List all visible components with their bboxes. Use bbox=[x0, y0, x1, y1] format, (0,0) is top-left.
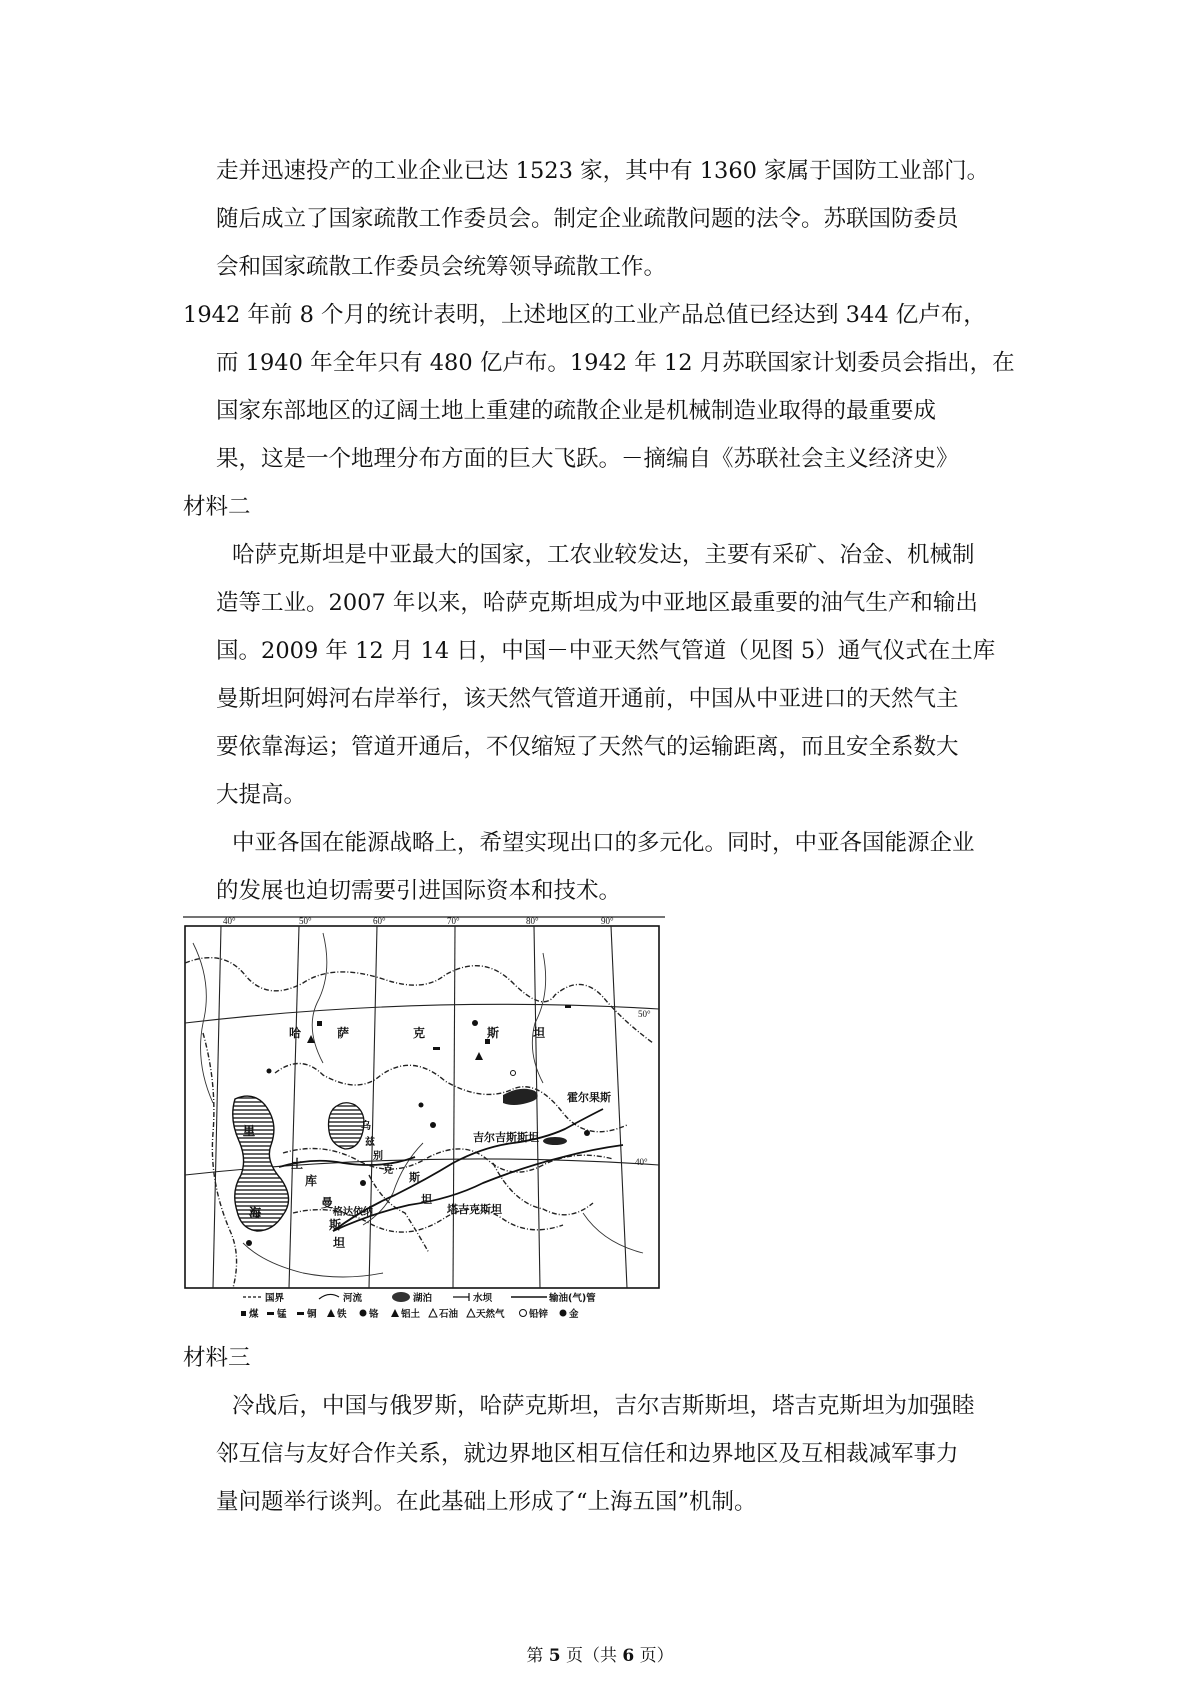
gold-symbol bbox=[419, 1103, 424, 1108]
legend-gold: 金 bbox=[569, 1309, 579, 1320]
text-line: 中亚各国在能源战略上，希望实现出口的多元化。同时，中亚各国能源企业 bbox=[232, 830, 975, 856]
gold-symbol bbox=[267, 1069, 272, 1074]
legend-river: 河流 bbox=[343, 1293, 363, 1304]
longitude-label: 50° bbox=[299, 916, 312, 926]
footer-middle: 页（共 bbox=[560, 1646, 623, 1666]
legend-oil: 石油 bbox=[439, 1309, 459, 1320]
text-line: 而 1940 年全年只有 480 亿卢布。1942 年 12 月苏联国家计划委员会指出，在 bbox=[216, 350, 1015, 376]
map-label-kazakhstan: 萨 bbox=[337, 1026, 350, 1040]
footer-suffix: 页） bbox=[634, 1646, 674, 1666]
map-label-uzbekistan: 兹 bbox=[365, 1137, 375, 1148]
map-label-turkmenistan: 库 bbox=[305, 1174, 318, 1188]
longitude-label: 60° bbox=[373, 916, 386, 926]
text-line: 大提高。 bbox=[216, 782, 307, 808]
section-heading: 材料三 bbox=[183, 1345, 251, 1371]
text-line: 冷战后，中国与俄罗斯，哈萨克斯坦，吉尔吉斯斯坦，塔吉克斯坦为加强睦 bbox=[232, 1393, 975, 1419]
longitude-label: 80° bbox=[526, 916, 539, 926]
manganese-symbol bbox=[433, 1047, 440, 1050]
footer-total-pages: 6 bbox=[622, 1646, 635, 1666]
lake-issyk-kul bbox=[543, 1137, 567, 1145]
latitude-label: 50° bbox=[638, 1009, 651, 1019]
text-line: 国。2009 年 12 月 14 日，中国－中亚天然气管道（见图 5）通气仪式在土库 bbox=[216, 638, 996, 664]
text-line: 的发展也迫切需要引进国际资本和技术。 bbox=[216, 878, 622, 904]
map-label-caspian: 海 bbox=[249, 1206, 262, 1220]
text-line: 走并迅速投产的工业企业已达 1523 家，其中有 1360 家属于国防工业部门。 bbox=[216, 158, 990, 184]
text-line: 哈萨克斯坦是中亚最大的国家，工农业较发达，主要有采矿、冶金、机械制 bbox=[232, 542, 975, 568]
longitude-label: 90° bbox=[601, 916, 614, 926]
legend-copper: 铜 bbox=[307, 1309, 317, 1320]
gold-symbol bbox=[360, 1180, 366, 1186]
text-line: 要依靠海运；管道开通后，不仅缩短了天然气的运输距离，而且安全系数大 bbox=[216, 734, 959, 760]
map-label-ashgabat: 格达依纳 bbox=[333, 1207, 373, 1218]
central-asia-pipeline-map bbox=[183, 913, 665, 1323]
legend-pipeline: 输油(气)管 bbox=[549, 1293, 596, 1304]
map-label-kazakhstan: 克 bbox=[413, 1026, 426, 1040]
map-label-uzbekistan: 克 bbox=[383, 1165, 393, 1176]
text-line: 造等工业。2007 年以来，哈萨克斯坦成为中亚地区最重要的油气生产和输出 bbox=[216, 590, 978, 616]
coal-symbol bbox=[317, 1021, 322, 1026]
text-line: 1942 年前 8 个月的统计表明，上述地区的工业产品总值已经达到 344 亿卢布， bbox=[183, 302, 986, 328]
latitude-label: 40° bbox=[635, 1157, 648, 1167]
map-label-khorgos: 霍尔果斯 bbox=[567, 1091, 611, 1104]
legend-iron: 铁 bbox=[337, 1309, 347, 1320]
legend-chromium: 铬 bbox=[369, 1309, 379, 1320]
text-line: 果，这是一个地理分布方面的巨大飞跃。－摘编自《苏联社会主义经济史》 bbox=[216, 446, 959, 472]
map-label-kyrgyzstan: 吉尔吉斯斯坦 bbox=[473, 1131, 539, 1144]
map-label-uzbekistan: 别 bbox=[373, 1151, 383, 1162]
footer-prefix: 第 bbox=[526, 1646, 549, 1666]
text-line: 曼斯坦阿姆河右岸举行，该天然气管道开通前，中国从中亚进口的天然气主 bbox=[216, 686, 959, 712]
legend-lake: 湖泊 bbox=[413, 1293, 433, 1304]
legend-manganese: 锰 bbox=[277, 1309, 287, 1320]
manganese-symbol bbox=[565, 1005, 571, 1008]
map-label-kazakhstan: 哈 bbox=[289, 1026, 302, 1040]
legend-bauxite: 铝土 bbox=[401, 1309, 421, 1320]
gold-symbol bbox=[246, 1240, 252, 1246]
map-label-turkmenistan: 土 bbox=[291, 1157, 304, 1171]
text-line: 量问题举行谈判。在此基础上形成了“上海五国”机制。 bbox=[216, 1489, 757, 1515]
map-label-turkmenistan: 曼 bbox=[321, 1196, 334, 1210]
map-label-turkmenistan: 坦 bbox=[333, 1236, 346, 1250]
page-footer bbox=[0, 1645, 1200, 1667]
gold-symbol bbox=[472, 1020, 478, 1026]
section-heading: 材料二 bbox=[183, 494, 251, 520]
gold-symbol bbox=[584, 1130, 590, 1136]
map-label-turkmenistan: 斯 bbox=[329, 1218, 342, 1232]
text-line: 国家东部地区的辽阔土地上重建的疏散企业是机械制造业取得的最重要成 bbox=[216, 398, 937, 424]
map-label-uzbekistan: 乌 bbox=[361, 1121, 371, 1132]
footer-page-number: 5 bbox=[548, 1646, 561, 1666]
text-line: 会和国家疏散工作委员会统筹领导疏散工作。 bbox=[216, 254, 667, 280]
map-label-uzbekistan: 坦 bbox=[421, 1193, 432, 1206]
map-label-kazakhstan: 坦 bbox=[533, 1026, 546, 1040]
map-label-caspian: 里 bbox=[243, 1124, 256, 1138]
text-line: 邻互信与友好合作关系，就边界地区相互信任和边界地区及互相裁减军事力 bbox=[216, 1441, 959, 1467]
map-label-kazakhstan: 斯 bbox=[487, 1026, 500, 1040]
longitude-label: 40° bbox=[223, 916, 236, 926]
map-label-tajikistan: 塔吉克斯坦 bbox=[447, 1203, 502, 1216]
aral-sea bbox=[329, 1103, 365, 1149]
legend-dam: 水坝 bbox=[473, 1293, 493, 1304]
legend-lead-zinc: 铅锌 bbox=[529, 1309, 549, 1320]
longitude-label: 70° bbox=[447, 916, 460, 926]
legend-coal: 煤 bbox=[249, 1309, 259, 1320]
text-line: 随后成立了国家疏散工作委员会。制定企业疏散问题的法令。苏联国防委员 bbox=[216, 206, 959, 232]
map-label-uzbekistan: 斯 bbox=[409, 1171, 420, 1184]
gold-symbol bbox=[430, 1122, 436, 1128]
legend-border: 国界 bbox=[265, 1293, 285, 1304]
legend-gas: 天然气 bbox=[476, 1309, 505, 1320]
